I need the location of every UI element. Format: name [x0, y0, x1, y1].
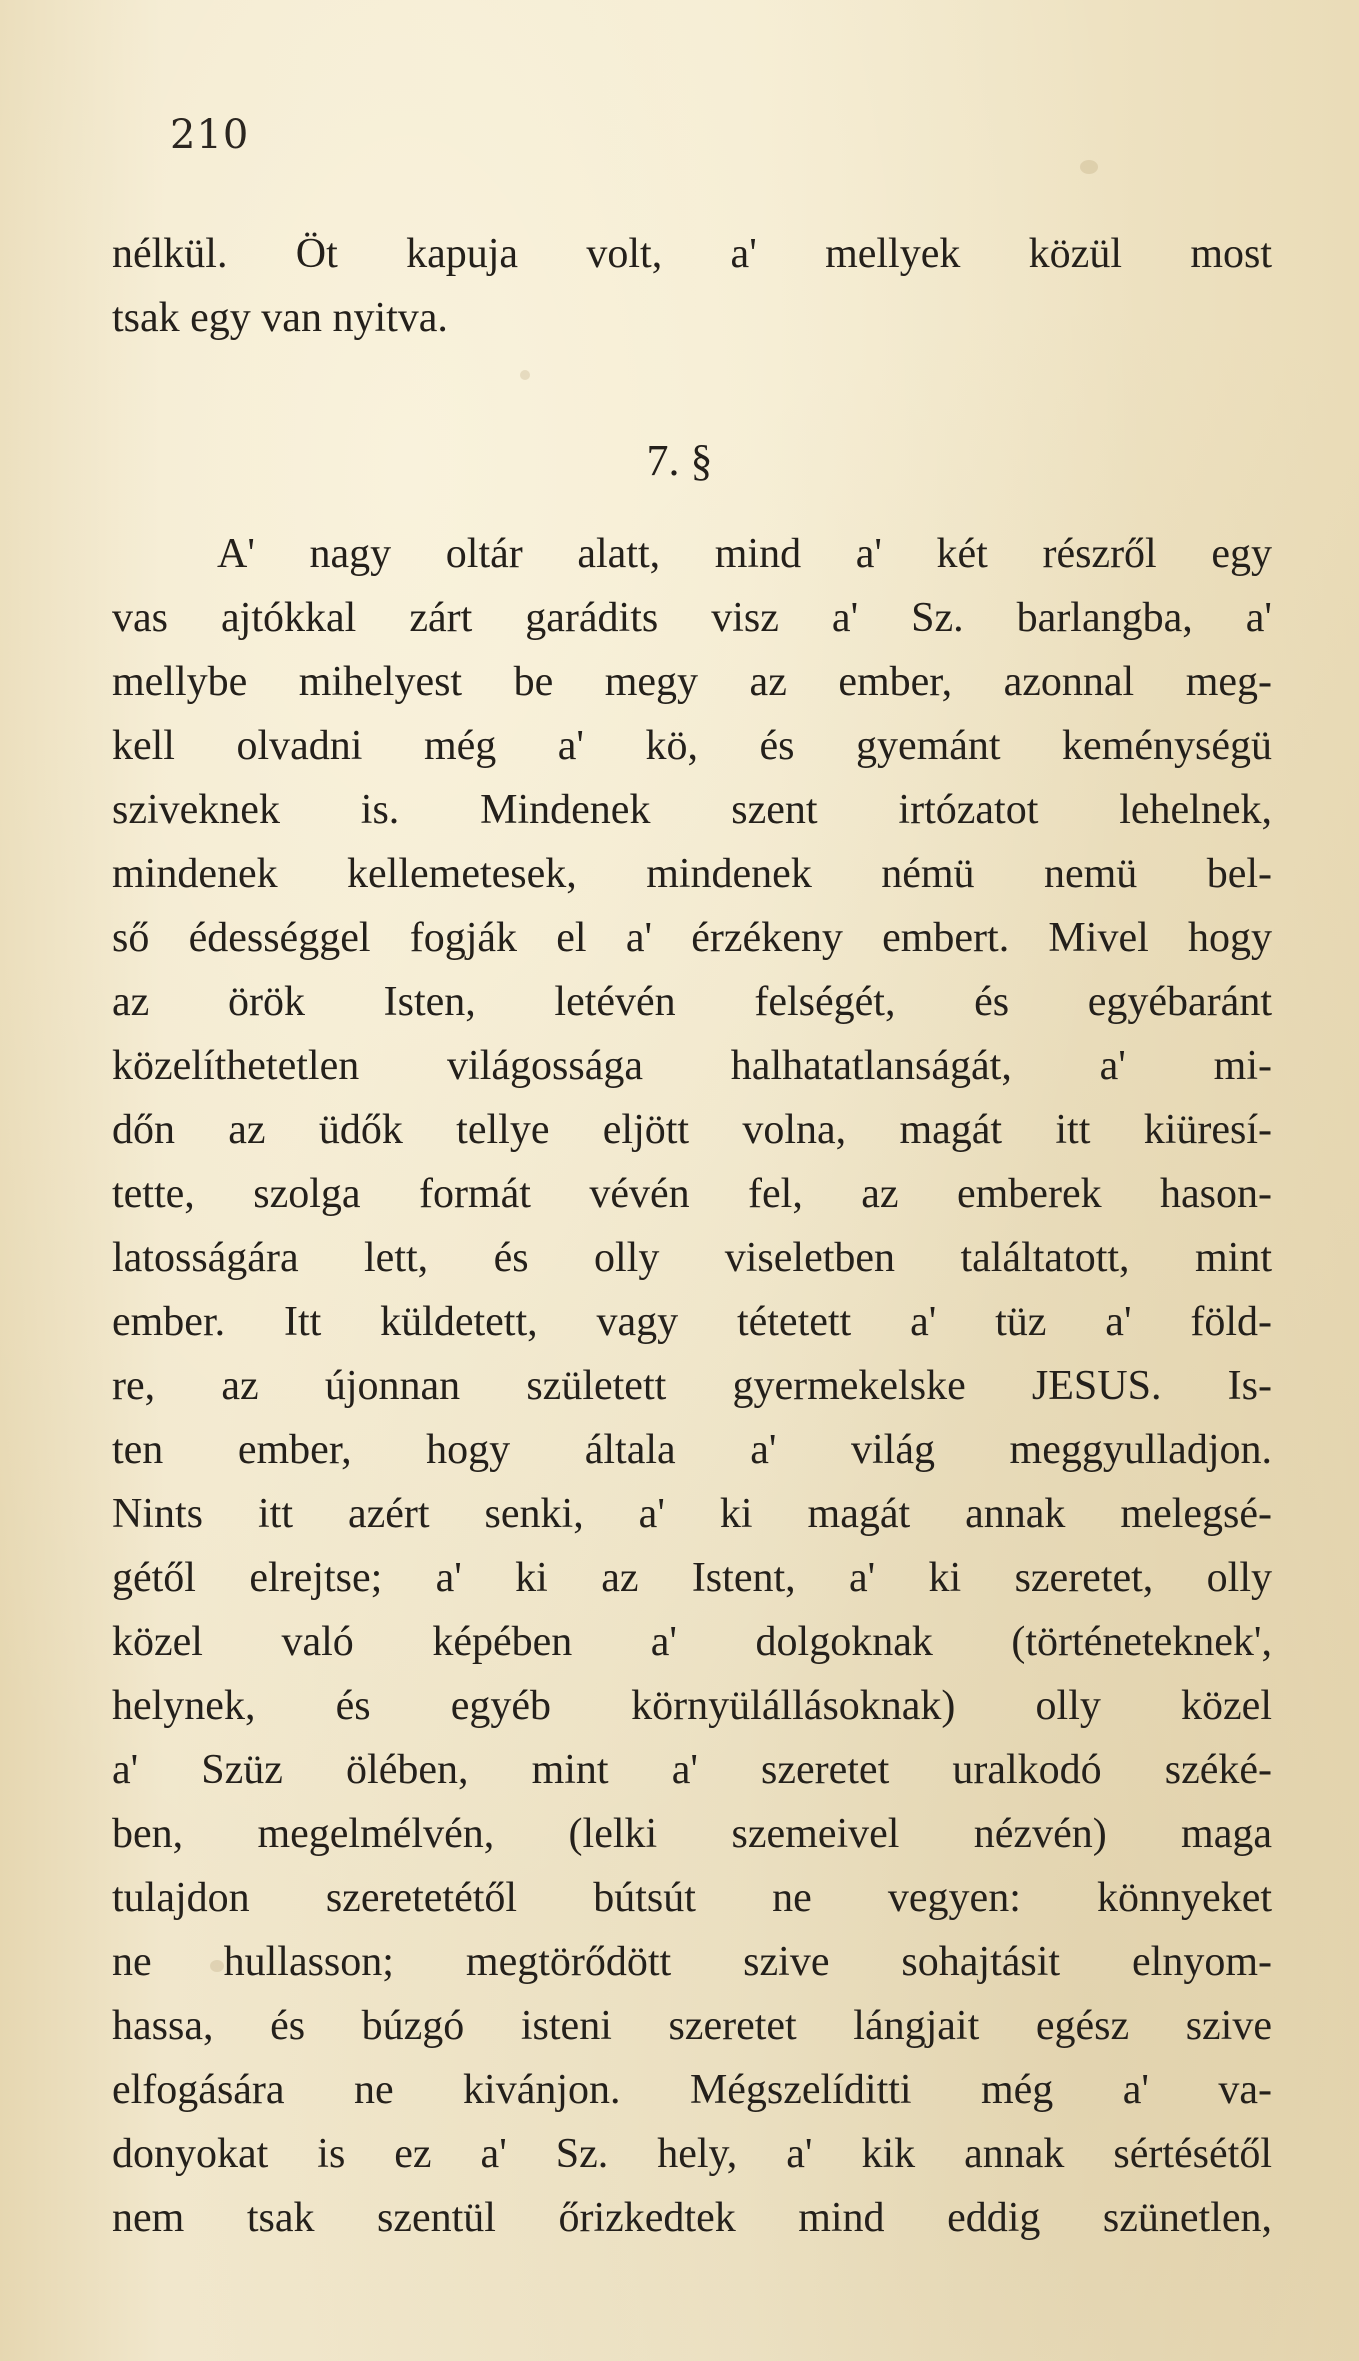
intro-paragraph — [112, 222, 1272, 350]
text-line: Nints itt azért senki, a' ki magát annak melegsé- — [112, 1491, 1272, 1537]
text-line: a' Szüz ölében, mint a' szeretet uralkodó széké- — [112, 1747, 1272, 1793]
paper-stain — [1080, 160, 1098, 174]
text-line: ne hullasson; megtörődött szive sohajtásit elnyom- — [112, 1939, 1272, 1985]
text-line: ember. Itt küldetett, vagy tétetett a' tüz a' föld- — [112, 1299, 1272, 1345]
body-paragraph — [112, 522, 1272, 2250]
text-line: sziveknek is. Mindenek szent irtózatot lehelnek, — [112, 787, 1272, 833]
text-line: nem tsak szentül őrizkedtek mind eddig szünetlen, — [112, 2195, 1272, 2241]
text-line: tsak egy van nyitva. — [112, 295, 448, 341]
text-line: A' nagy oltár alatt, mind a' két részről egy — [217, 531, 1272, 577]
page-number: 210 — [170, 112, 250, 158]
text-line: hassa, és búzgó isteni szeretet lángjait egész szive — [112, 2003, 1272, 2049]
text-line: ten ember, hogy általa a' világ meggyulladjon. — [112, 1427, 1272, 1473]
text-line: közelíthetetlen világossága halhatatlanságát, a' mi- — [112, 1043, 1272, 1089]
section-heading: 7. § — [646, 436, 713, 485]
text-line: vas ajtókkal zárt garádits visz a' Sz. barlangba, a' — [112, 595, 1272, 641]
text-line: helynek, és egyéb környülállásoknak) olly közel — [112, 1683, 1272, 1729]
text-line: gétől elrejtse; a' ki az Istent, a' ki szeretet, olly — [112, 1555, 1272, 1601]
text-line: donyokat is ez a' Sz. hely, a' kik annak sértésétől — [112, 2131, 1272, 2177]
text-line: ső édességgel fogják el a' érzékeny embert. Mivel hogy — [112, 915, 1272, 961]
paper-stain — [520, 370, 530, 380]
text-line: re, az újonnan született gyermekelske JESUS. Is- — [112, 1363, 1272, 1409]
text-line: tulajdon szeretetétől bútsút ne vegyen: könnyeket — [112, 1875, 1272, 1921]
text-line: közel való képében a' dolgoknak (történeteknek', — [112, 1619, 1272, 1665]
text-line: mindenek kellemetesek, mindenek némü nemü bel- — [112, 851, 1272, 897]
text-line: dőn az üdők tellye eljött volna, magát itt kiüresí- — [112, 1107, 1272, 1153]
text-line: latosságára lett, és olly viseletben találtatott, mint — [112, 1235, 1272, 1281]
text-line: nélkül. Öt kapuja volt, a' mellyek közül most — [112, 231, 1272, 277]
text-line: tette, szolga formát vévén fel, az emberek hason- — [112, 1171, 1272, 1217]
text-line: ben, megelmélvén, (lelki szemeivel nézvén) maga — [112, 1811, 1272, 1857]
text-line: az örök Isten, letévén felségét, és egyébaránt — [112, 979, 1272, 1025]
text-line: elfogására ne kivánjon. Mégszelíditti még a' va- — [112, 2067, 1272, 2113]
text-line: kell olvadni még a' kö, és gyemánt keménységü — [112, 723, 1272, 769]
text-line: mellybe mihelyest be megy az ember, azonnal meg- — [112, 659, 1272, 705]
